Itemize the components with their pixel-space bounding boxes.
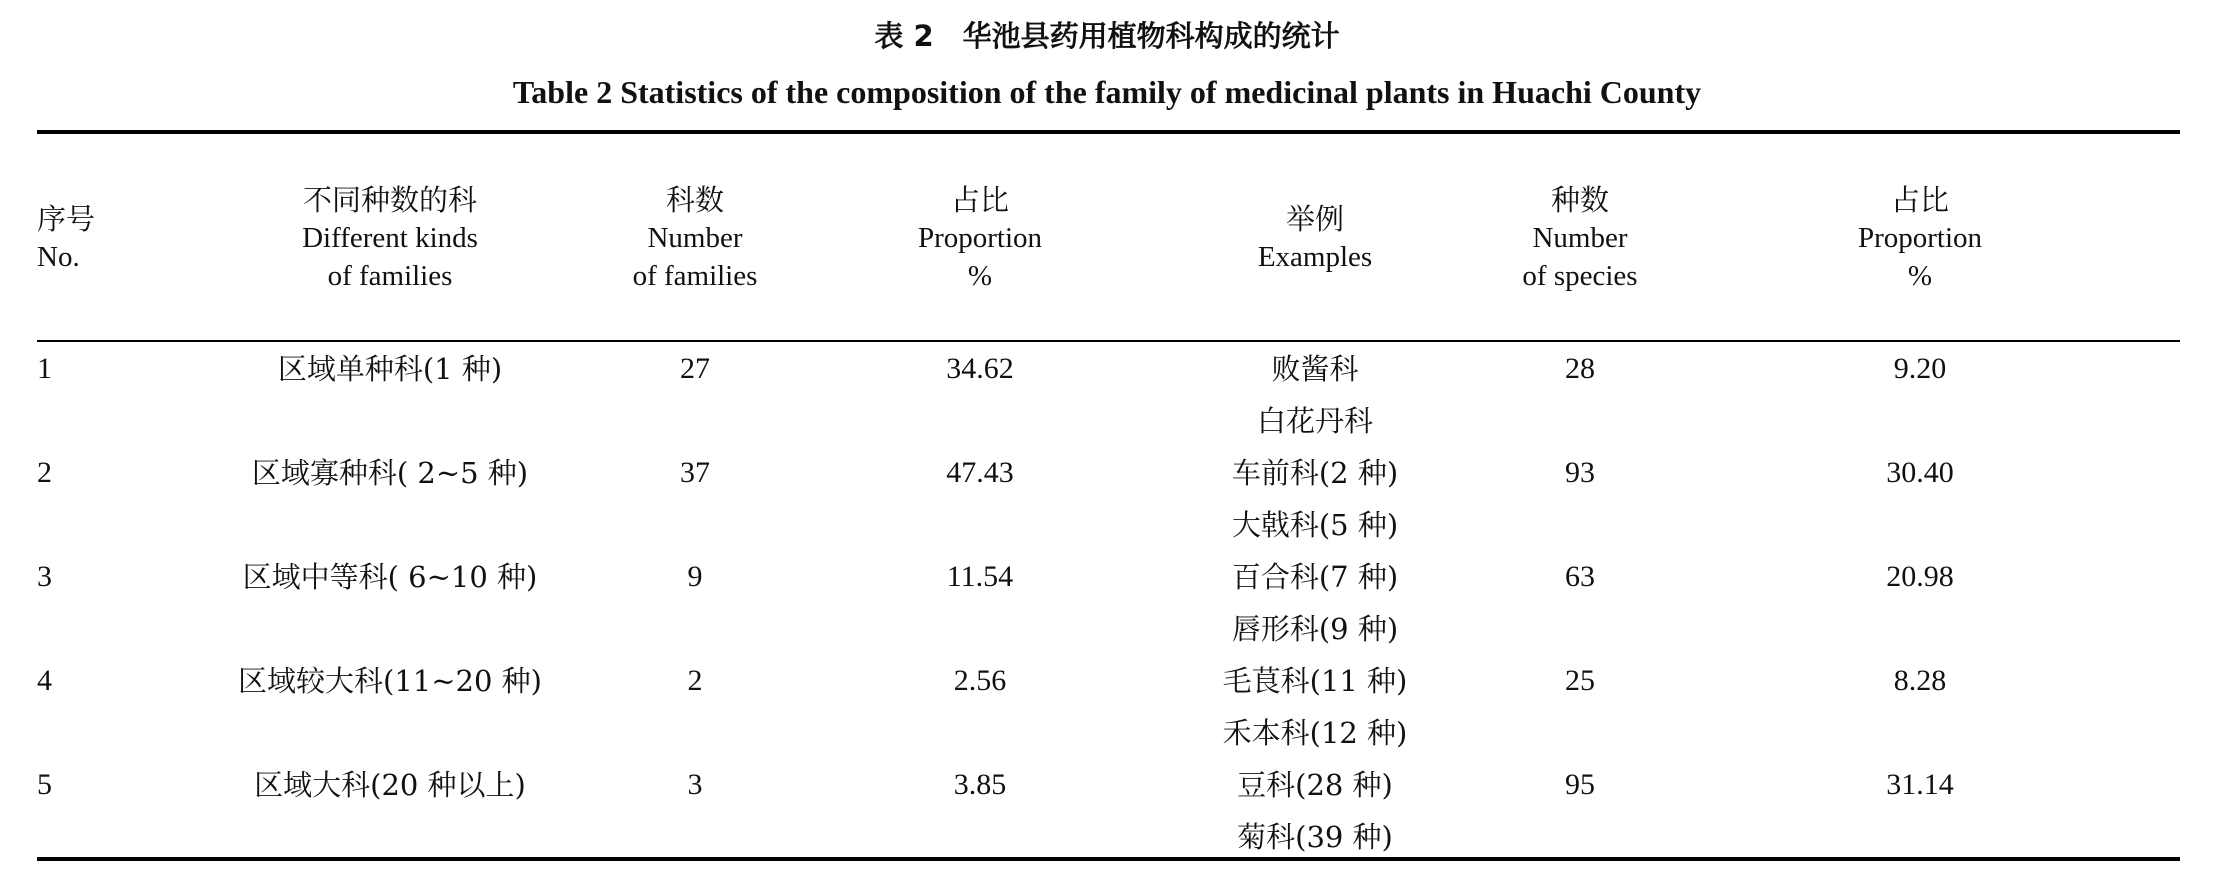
header-col-species-proportion	[1800, 178, 2040, 298]
cell-families: 9	[687, 560, 703, 593]
cell-families: 2	[687, 664, 703, 697]
header-label-en: of species	[1522, 260, 1638, 292]
cell-example: 败酱科	[1271, 352, 1359, 386]
header-label-cn: 占比	[1890, 183, 1949, 217]
cell-example: 车前科(2 种)	[1231, 456, 1399, 490]
header-label-en: %	[1907, 260, 1933, 292]
header-label-cn: 不同种数的科	[302, 183, 477, 217]
cell-no: 2	[37, 456, 52, 489]
header-label-cn: 种数	[1550, 183, 1609, 217]
cell-kind: 区域单种科(1 种)	[277, 352, 503, 386]
table-caption-en: Table 2 Statistics of the composition of the family of medicinal plants in Huachi County	[512, 74, 1702, 110]
cell-species-proportion: 9.20	[1893, 352, 1947, 385]
cell-no: 4	[37, 664, 52, 697]
cell-species: 63	[1565, 560, 1595, 593]
cell-species-proportion: 31.14	[1886, 768, 1954, 801]
header-label-cn: 占比	[950, 183, 1009, 217]
top-rule	[37, 130, 2180, 134]
header-label-en: Different kinds	[302, 222, 478, 254]
cell-no: 5	[37, 768, 52, 801]
cell-example: 豆科(28 种)	[1237, 768, 1393, 802]
cell-no: 3	[37, 560, 52, 593]
cell-species-proportion: 30.40	[1886, 456, 1954, 489]
cell-kind: 区域寡种科( 2~5 种)	[251, 456, 529, 490]
cell-example: 百合科(7 种)	[1231, 560, 1399, 594]
cell-proportion: 11.54	[946, 560, 1014, 593]
header-label-cn: 举例	[1285, 202, 1344, 236]
header-col-species	[1480, 178, 1680, 298]
cell-species: 25	[1565, 664, 1595, 697]
cell-example: 毛茛科(11 种)	[1222, 664, 1408, 698]
header-col-examples	[1170, 178, 1460, 298]
cell-example: 大戟科(5 种)	[1231, 508, 1399, 542]
cell-proportion: 34.62	[946, 352, 1014, 385]
header-label-en: Proportion	[917, 222, 1043, 254]
cell-families: 37	[680, 456, 710, 489]
header-label-en: %	[967, 260, 993, 292]
header-label-en: Number	[647, 222, 743, 254]
header-col-no	[37, 178, 157, 298]
cell-families: 27	[680, 352, 710, 385]
cell-species: 28	[1565, 352, 1595, 385]
cell-example: 禾本科(12 种)	[1222, 716, 1408, 750]
cell-kind: 区域大科(20 种以上)	[254, 768, 526, 802]
cell-proportion: 47.43	[946, 456, 1014, 489]
cell-proportion: 3.85	[953, 768, 1007, 801]
bottom-rule	[37, 857, 2180, 861]
table-caption-cn: 表 2 华池县药用植物科构成的统计	[874, 19, 1340, 53]
cell-species-proportion: 8.28	[1893, 664, 1947, 697]
header-col-families	[590, 178, 800, 298]
cell-kind: 区域中等科( 6~10 种)	[242, 560, 538, 594]
header-label-en: Proportion	[1857, 222, 1983, 254]
cell-proportion: 2.56	[953, 664, 1007, 697]
cell-species: 93	[1565, 456, 1595, 489]
cell-kind: 区域较大科(11~20 种)	[238, 664, 542, 698]
header-col-kind	[200, 178, 580, 298]
cell-species-proportion: 20.98	[1886, 560, 1954, 593]
cell-families: 3	[687, 768, 703, 801]
header-label-en: Examples	[1257, 241, 1373, 273]
header-label-cn: 序号	[37, 202, 96, 236]
cell-example: 唇形科(9 种)	[1231, 612, 1399, 646]
cell-example: 白花丹科	[1256, 404, 1373, 438]
header-label-en: of families	[632, 260, 758, 292]
cell-species: 95	[1565, 768, 1595, 801]
cell-no: 1	[37, 352, 52, 385]
header-rule	[37, 340, 2180, 342]
header-label-en: Number	[1532, 222, 1628, 254]
header-label-en: No.	[37, 241, 80, 273]
header-label-cn: 科数	[665, 183, 724, 217]
header-label-en: of families	[327, 260, 453, 292]
header-col-proportion	[860, 178, 1100, 298]
cell-example: 菊科(39 种)	[1237, 820, 1393, 854]
